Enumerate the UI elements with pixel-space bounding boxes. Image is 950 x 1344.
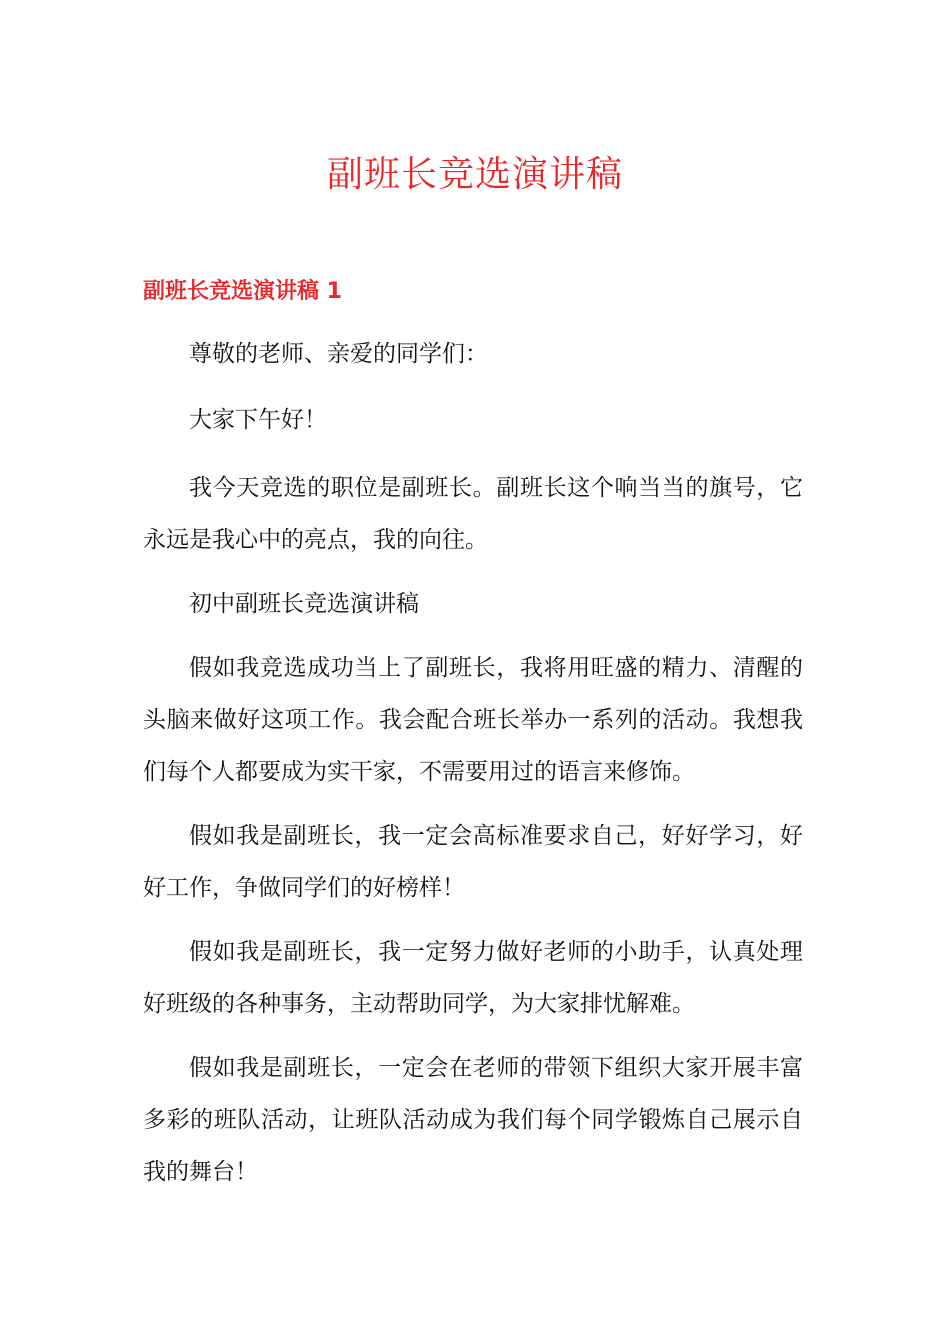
paragraph-subtitle: 初中副班长竞选演讲稿 — [189, 591, 419, 617]
paragraph-intro: 我今天竞选的职位是副班长。副班长这个响当当的旗号，它永远是我心中的亮点，我的向往。 — [143, 475, 803, 553]
paragraph-plan-3: 假如我是副班长，我一定努力做好老师的小助手，认真处理好班级的各种事务，主动帮助同学，为大家排忧解难。 — [143, 939, 803, 1017]
paragraph-plan-1: 假如我竞选成功当上了副班长，我将用旺盛的精力、清醒的头脑来做好这项工作。我会配合班长举办一系列的活动。我想我们每个人都要成为实干家，不需要用过的语言来修饰。 — [143, 655, 803, 785]
paragraph-greeting: 尊敬的老师、亲爱的同学们： — [189, 341, 488, 367]
paragraph-salutation: 大家下午好！ — [189, 407, 327, 433]
section-heading: 副班长竞选演讲稿 1 — [143, 279, 342, 304]
paragraph-plan-4: 假如我是副班长，一定会在老师的带领下组织大家开展丰富多彩的班队活动，让班队活动成为我们每个同学锻炼自己展示自我的舞台！ — [143, 1055, 803, 1185]
document-title: 副班长竞选演讲稿 — [326, 154, 623, 195]
paragraph-plan-2: 假如我是副班长，我一定会高标准要求自己，好好学习，好好工作，争做同学们的好榜样！ — [143, 823, 803, 901]
